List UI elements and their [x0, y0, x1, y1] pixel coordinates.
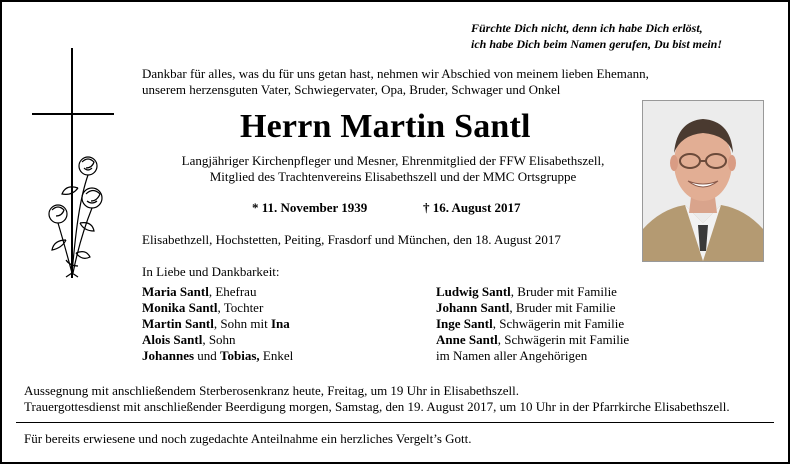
- mourners-left-column: [142, 284, 293, 364]
- service-line-2: Trauergottesdienst mit anschließender Beerdigung morgen, Samstag, den 19. August 2017, um 10 Uhr in der Pfarrkirche Elisabethszell.: [24, 399, 730, 414]
- birth-date: * 11. November 1939: [252, 200, 368, 215]
- verse-line-2: ich habe Dich beim Namen gerufen, Du bist mein!: [470, 37, 722, 51]
- list-item: Monika Santl, Tochter: [142, 300, 264, 315]
- intro-text: [142, 66, 649, 98]
- list-item: Johannes und Tobias, Enkel: [142, 348, 294, 363]
- death-date: † 16. August 2017: [423, 200, 521, 215]
- roles-line-1: Langjähriger Kirchenpfleger und Mesner, Ehrenmitglied der FFW Elisabethszell,: [181, 153, 605, 168]
- roles-line-2: Mitglied des Trachtenvereins Elisabethszell und der MMC Ortsgruppe: [209, 169, 577, 184]
- list-item: Martin Santl, Sohn mit Ina: [142, 316, 290, 331]
- divider: [16, 422, 774, 423]
- gratitude-heading: In Liebe und Dankbarkeit:: [142, 264, 280, 279]
- list-item: Maria Santl, Ehefrau: [142, 284, 257, 299]
- list-item: Inge Santl, Schwägerin mit Familie: [436, 316, 625, 331]
- list-item: Johann Santl, Bruder mit Familie: [436, 300, 616, 315]
- verse-line-1: Fürchte Dich nicht, denn ich habe Dich erlöst,: [470, 21, 703, 35]
- deceased-name: Herrn Martin Santl: [240, 108, 531, 145]
- list-item: Alois Santl, Sohn: [142, 332, 236, 347]
- mourners-right-column: [436, 284, 629, 364]
- intro-line-2: unserem herzensguten Vater, Schwiegervater, Opa, Bruder, Schwager und Onkel: [142, 82, 561, 97]
- service-details: [24, 383, 730, 415]
- list-item: Anne Santl, Schwägerin mit Familie: [436, 332, 630, 347]
- list-item: im Namen aller Angehörigen: [436, 348, 588, 363]
- list-item: Ludwig Santl, Bruder mit Familie: [436, 284, 617, 299]
- closing-thanks: Für bereits erwiesene und noch zugedachte Anteilnahme ein herzliches Vergelt’s Gott.: [24, 431, 472, 446]
- service-line-1: Aussegnung mit anschließendem Sterberosenkranz heute, Freitag, um 19 Uhr in Elisabethszell.: [24, 383, 519, 398]
- portrait-photo: [642, 100, 764, 262]
- portrait-illustration: [643, 101, 763, 261]
- bible-verse: [471, 20, 722, 52]
- place-and-date: Elisabethzell, Hochstetten, Peiting, Frasdorf und München, den 18. August 2017: [142, 232, 561, 247]
- intro-line-1: Dankbar für alles, was du für uns getan hast, nehmen wir Abschied von meinem lieben Ehemann,: [142, 66, 649, 81]
